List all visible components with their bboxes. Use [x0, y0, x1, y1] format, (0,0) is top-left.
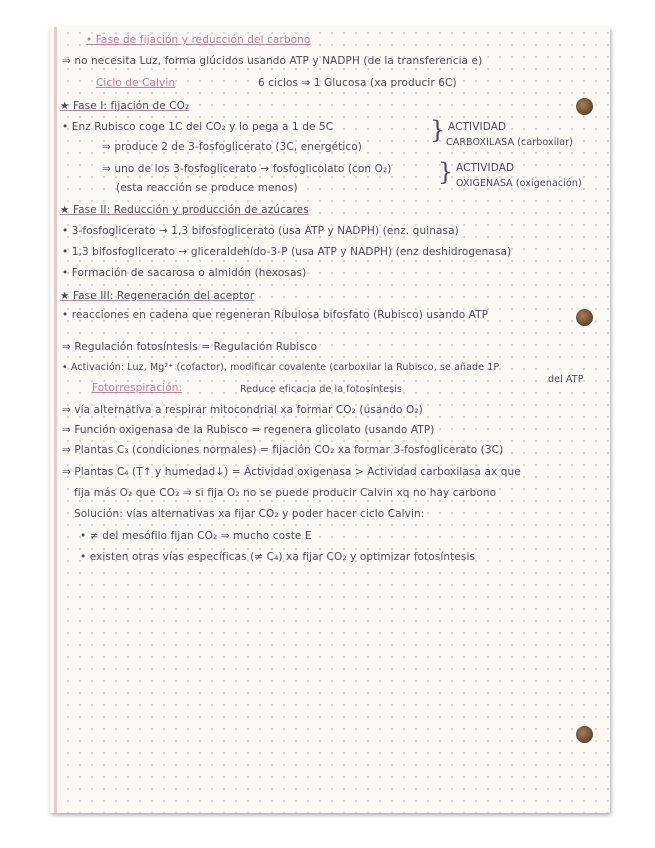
- line-fija-mas: fija más O₂ que CO₂ ⇒ si fija O₂ no se puede producir Calvin xq no hay carbono: [74, 487, 497, 499]
- line-no-luz: ⇒ no necesita Luz, forma glúcidos usando ATP y NADPH (de la transferencia e): [62, 55, 483, 67]
- line-plantas-c3: ⇒ Plantas C₃ (condiciones normales) = fijación CO₂ xa formar 3-fosfoglicerato (3C): [62, 444, 504, 456]
- punch-hole-middle: [576, 309, 593, 326]
- line-esta-reaccion: (esta reacción se produce menos): [116, 182, 298, 194]
- oxigenasa-label: OXIGENASA (oxigenación): [456, 178, 582, 189]
- heading-fase-1: ★ Fase I: fijación de CO₂: [60, 100, 190, 112]
- fotorrespiracion-title: Fotorrespiración:: [92, 382, 183, 394]
- line-produce: ⇒ produce 2 de 3-fosfoglicerato (3C, energético): [102, 141, 362, 153]
- heading-main: • Fase de fijación y reducción del carbono: [86, 34, 311, 46]
- brace-oxigenasa: }: [438, 158, 454, 186]
- line-regulacion: ⇒ Regulación fotosíntesis = Regulación Rubisco: [62, 341, 318, 353]
- line-activacion: • Activación: Luz, Mg²⁺ (cofactor), modificar covalente (carboxilar la Rubisco, se añade 1P: [62, 362, 500, 373]
- fotorrespiracion-note: Reduce eficacia de la fotosíntesis: [240, 384, 402, 395]
- punch-hole-bottom: [576, 726, 593, 743]
- margin-line: [54, 27, 57, 813]
- line-formacion: • Formación de sacarosa o almidón (hexosas): [62, 267, 307, 279]
- actividad-label-1: ACTIVIDAD: [448, 121, 507, 133]
- punch-hole-top: [576, 98, 593, 115]
- heading-fase-3: ★ Fase III: Regeneración del aceptor: [60, 290, 255, 302]
- line-3-fosfoglicerato: • 3-fosfoglicerato → 1,3 bifosfoglicerato (usa ATP y NADPH) (enz. quinasa): [62, 225, 459, 237]
- line-uno-de-los: ⇒ uno de los 3-fosfoglicerato → fosfoglicolato (con O₂): [102, 163, 392, 175]
- line-13-bifosfoglicerato: • 1,3 bifosfoglicerato → gliceraldehído-3-P (usa ATP y NADPH) (enz deshidrogenasa): [62, 246, 512, 258]
- line-funcion-oxigenasa: ⇒ Función oxigenasa de la Rubisco = regenera glicolato (usando ATP): [62, 424, 435, 436]
- heading-fase-2: ★ Fase II: Reducción y producción de azúcares: [60, 204, 309, 216]
- ciclo-calvin-title: Ciclo de Calvin: [96, 77, 176, 89]
- line-via-alternativa: ⇒ vía alternativa a respirar mitocondrial xa formar CO₂ (usando O₂): [62, 404, 423, 416]
- line-mesofilo: • ≠ del mesófilo fijan CO₂ ⇒ mucho coste E: [80, 530, 312, 542]
- line-enz-rubisco: • Enz Rubisco coge 1C del CO₂ y lo pega a 1 de 5C: [62, 121, 334, 133]
- line-del-atp: del ATP: [548, 374, 584, 385]
- ciclo-calvin-note: 6 ciclos ⇒ 1 Glucosa (xa producir 6C): [258, 77, 457, 89]
- line-existen: • existen otras vías específicas (≠ C₄) xa fijar CO₂ y optimizar fotosíntesis: [80, 551, 476, 563]
- line-solucion: Solución: vías alternativas xa fijar CO₂ y poder hacer ciclo Calvin:: [74, 508, 425, 520]
- line-reacciones: • reacciones en cadena que regeneran Ribulosa bifosfato (Rubisco) usando ATP: [62, 309, 489, 321]
- brace-carboxilasa: }: [430, 116, 446, 144]
- line-plantas-c4: ⇒ Plantas C₄ (T↑ y humedad↓) = Actividad oxigenasa > Actividad carboxilasa ax que: [62, 466, 521, 478]
- carboxilasa-label: CARBOXILASA (carboxilar): [446, 137, 573, 148]
- actividad-label-2: ACTIVIDAD: [456, 162, 515, 174]
